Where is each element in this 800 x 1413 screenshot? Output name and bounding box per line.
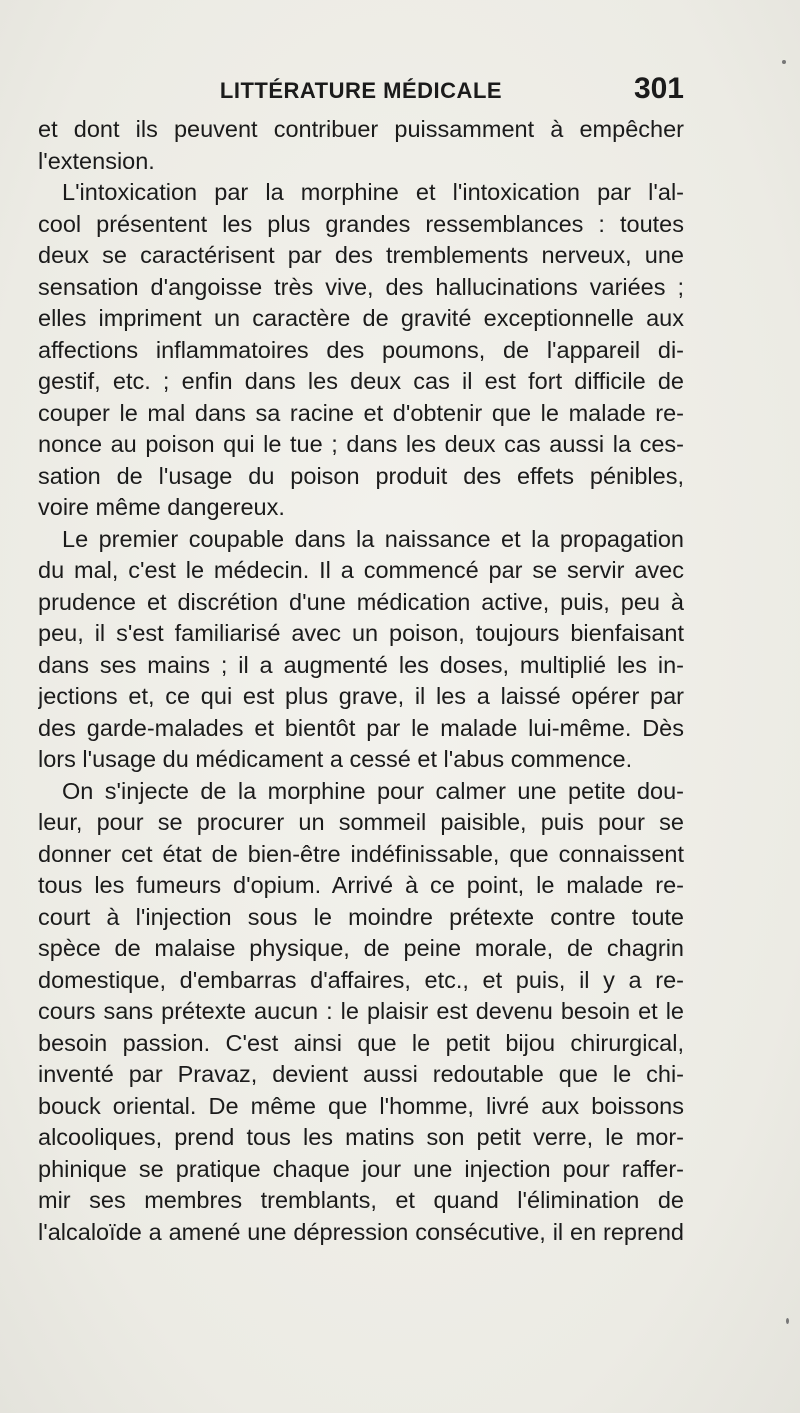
text-line: leur, pour se procurer un sommeil paisible, puis pour se bbox=[38, 809, 684, 835]
text-line: du mal, c'est le médecin. Il a commencé par se servir avec bbox=[38, 557, 684, 583]
text-line: des garde-malades et bientôt par le malade lui-même. Dès bbox=[38, 714, 684, 741]
text-line: phinique se pratique chaque jour une injection pour raffer- bbox=[38, 1155, 684, 1182]
text-line: elles impriment un caractère de gravité exceptionnelle aux bbox=[38, 305, 684, 331]
text-line: alcooliques, prend tous les matins son petit verre, le mor- bbox=[38, 1124, 684, 1150]
text-line: couper le mal dans sa racine et d'obtenir que le malade re- bbox=[38, 399, 684, 426]
text-line: mir ses membres tremblants, et quand l'élimination de bbox=[38, 1187, 684, 1213]
text-line: cool présentent les plus grandes ressemblances : toutes bbox=[38, 210, 684, 237]
text-line: peu, il s'est familiarisé avec un poison, toujours bienfaisant bbox=[38, 620, 684, 646]
paragraph bbox=[38, 524, 684, 776]
text-line: l'alcaloïde a amené une dépression consécutive, il en reprend bbox=[38, 1218, 684, 1245]
running-title: LITTÉRATURE MÉDICALE bbox=[219, 78, 503, 103]
text-line: jections et, ce qui est plus grave, il les a laissé opérer par bbox=[38, 683, 684, 709]
text-line: voire même dangereux. bbox=[38, 494, 285, 520]
text-line: cours sans prétexte aucun : le plaisir est devenu besoin et le bbox=[38, 998, 684, 1024]
scan-speck bbox=[786, 1318, 789, 1324]
text-line: Le premier coupable dans la naissance et la propagation bbox=[62, 525, 684, 552]
body-text bbox=[38, 114, 684, 1248]
text-line: inventé par Pravaz, devient aussi redoutable que le chi- bbox=[38, 1061, 684, 1087]
text-line: et dont ils peuvent contribuer puissamment à empêcher bbox=[38, 116, 684, 142]
text-line: court à l'injection sous le moindre prétexte contre toute bbox=[38, 903, 684, 930]
page-header bbox=[38, 70, 684, 110]
text-line: l'extension. bbox=[38, 147, 155, 174]
paragraph bbox=[38, 177, 684, 524]
text-line: prudence et discrétion d'une médication active, puis, peu à bbox=[38, 588, 684, 615]
text-line: L'intoxication par la morphine et l'intoxication par l'al- bbox=[62, 179, 684, 205]
text-line: besoin passion. C'est ainsi que le petit bijou chirurgical, bbox=[38, 1029, 684, 1056]
text-line: donner cet état de bien-être indéfinissable, que connaissent bbox=[38, 840, 684, 867]
text-line: On s'injecte de la morphine pour calmer une petite dou- bbox=[62, 777, 684, 804]
text-line: tous les fumeurs d'opium. Arrivé à ce point, le malade re- bbox=[38, 872, 684, 898]
text-line: bouck oriental. De même que l'homme, livré aux boissons bbox=[38, 1092, 684, 1119]
text-line: gestif, etc. ; enfin dans les deux cas il est fort difficile de bbox=[38, 368, 684, 394]
text-line: lors l'usage du médicament a cessé et l'abus commence. bbox=[38, 746, 633, 772]
text-line: affections inflammatoires des poumons, de l'appareil di- bbox=[38, 336, 684, 363]
text-line: domestique, d'embarras d'affaires, etc., et puis, il y a re- bbox=[38, 966, 684, 993]
scan-speck bbox=[782, 60, 786, 64]
text-line: spèce de malaise physique, de peine morale, de chagrin bbox=[38, 935, 684, 961]
text-line: deux se caractérisent par des tremblements nerveux, une bbox=[38, 242, 684, 268]
text-line: sensation d'angoisse très vive, des hallucinations variées ; bbox=[38, 273, 684, 300]
page-number: 301 bbox=[633, 72, 684, 105]
text-line: nonce au poison qui le tue ; dans les deux cas aussi la ces- bbox=[38, 431, 684, 457]
text-line: sation de l'usage du poison produit des effets pénibles, bbox=[38, 462, 684, 489]
paragraph bbox=[38, 114, 684, 177]
text-line: dans ses mains ; il a augmenté les doses, multiplié les in- bbox=[38, 651, 684, 678]
paragraph bbox=[38, 776, 684, 1249]
